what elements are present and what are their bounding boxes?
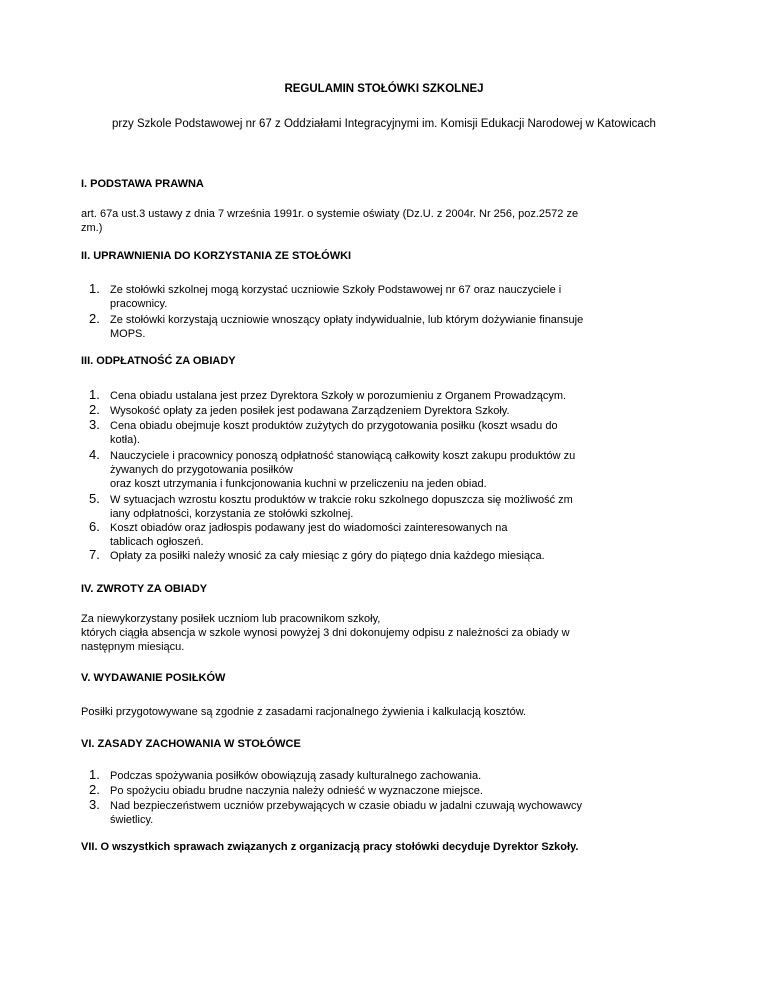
list-item <box>110 493 685 521</box>
section-3-heading: III. ODPŁATNOŚĆ ZA OBIADY <box>81 355 236 367</box>
list-item-line: Nad bezpieczeństwem uczniów przebywających w czasie obiadu w jadalni czuwają wychowawcy <box>110 800 582 812</box>
list-item-line: iany odpłatności, korzystania ze stołówki szkolnej. <box>110 508 354 520</box>
list-item-line: W sytuacjach wzrostu kosztu produktów w trakcie roku szkolnego dopuszcza się możliwość zm <box>110 494 573 506</box>
list-item-line: Nauczyciele i pracownicy ponoszą odpłatność stanowiącą całkowity koszt zakupu produktów zu <box>110 450 576 462</box>
list-item-line: MOPS. <box>110 328 146 340</box>
section-2-heading: II. UPRAWNIENIA DO KORZYSTANIA ZE STOŁÓWKI <box>81 250 352 262</box>
list-number: 6. <box>89 519 100 534</box>
list-item-line: Ze stołówki korzystają uczniowie wnoszący opłaty indywidualnie, lub którym dożywianie finansuje <box>110 314 584 326</box>
list-item <box>110 769 685 783</box>
section-5-heading: V. WYDAWANIE POSIŁKÓW <box>81 672 226 684</box>
list-item-line: Opłaty za posiłki należy wnosić za cały miesiąc z góry do piątego dnia każdego miesiąca. <box>110 550 545 562</box>
list-item <box>110 549 685 563</box>
list-item-line: Po spożyciu obiadu brudne naczynia należy odnieść w wyznaczone miejsce. <box>110 785 483 797</box>
section-1-text-line: zm.) <box>81 222 103 234</box>
list-number: 5. <box>89 491 100 506</box>
list-item-line: Cena obiadu ustalana jest przez Dyrektora Szkoły w porozumieniu z Organem Prowadzącym. <box>110 390 567 402</box>
list-item <box>110 799 685 827</box>
section-4-text <box>81 612 701 654</box>
list-number: 1. <box>89 387 100 402</box>
list-item-line: Wysokość opłaty za jeden posiłek jest podawana Zarządzeniem Dyrektora Szkoły. <box>110 405 510 417</box>
list-number: 3. <box>89 797 100 812</box>
list-item <box>110 404 685 418</box>
list-item <box>110 283 685 311</box>
list-number: 2. <box>89 311 100 326</box>
list-item-line: kotła). <box>110 434 140 446</box>
list-number: 2. <box>89 782 100 797</box>
list-item-line: Ze stołówki szkolnej mogą korzystać uczniowie Szkoły Podstawowej nr 67 oraz nauczyciele i <box>110 284 562 296</box>
section-4-heading: IV. ZWROTY ZA OBIADY <box>81 583 208 595</box>
list-item <box>110 389 685 403</box>
list-number: 7. <box>89 547 100 562</box>
list-number: 3. <box>89 417 100 432</box>
section-5-text-line: Posiłki przygotowywane są zgodnie z zasadami racjonalnego żywienia i kalkulacją kosztów. <box>81 706 527 718</box>
list-item <box>110 313 685 341</box>
section-4-text-line: których ciągła absencja w szkole wynosi powyżej 3 dni dokonujemy odpisu z należności za obiady w <box>81 627 570 639</box>
list-item-line: świetlicy. <box>110 814 154 826</box>
section-4-text-line: następnym miesiącu. <box>81 641 185 653</box>
section-7-heading: VII. O wszystkich sprawach związanych z organizacją pracy stołówki decyduje Dyrektor Szkoły. <box>81 841 579 853</box>
document-title: REGULAMIN STOŁÓWKI SZKOLNEJ <box>284 83 484 95</box>
list-item-line: Cena obiadu obejmuje koszt produktów zużytych do przygotowania posiłku (koszt wsadu do <box>110 420 558 432</box>
list-item <box>110 449 685 491</box>
list-item-line: oraz koszt utrzymania i funkcjonowania kuchni w przeliczeniu na jeden obiad. <box>110 478 487 490</box>
section-5-text <box>81 705 681 719</box>
section-1-text-line: art. 67a ust.3 ustawy z dnia 7 września 1991r. o systemie oświaty (Dz.U. z 2004r. Nr 256, poz.2572 ze <box>81 208 579 220</box>
section-1-text <box>81 207 681 235</box>
list-number: 1. <box>89 767 100 782</box>
list-item <box>110 419 685 447</box>
list-number: 4. <box>89 447 100 462</box>
list-item-line: żywanych do przygotowania posiłków <box>110 464 293 476</box>
list-number: 1. <box>89 281 100 296</box>
list-item-line: Koszt obiadów oraz jadłospis podawany jest do wiadomości zainteresowanych na <box>110 522 508 534</box>
list-item <box>110 521 685 549</box>
section-1-heading: I. PODSTAWA PRAWNA <box>81 178 204 190</box>
section-4-text-line: Za niewykorzystany posiłek uczniom lub pracownikom szkoły, <box>81 613 381 625</box>
list-item-line: tablicach ogłoszeń. <box>110 536 204 548</box>
document-subtitle: przy Szkole Podstawowej nr 67 z Oddziałami Integracyjnymi im. Komisji Edukacji Narodowej w Katowicach <box>112 118 656 130</box>
list-item <box>110 784 685 798</box>
list-item-line: Podczas spożywania posiłków obowiązują zasady kulturalnego zachowania. <box>110 770 482 782</box>
list-item-line: pracownicy. <box>110 298 168 310</box>
section-6-heading: VI. ZASADY ZACHOWANIA W STOŁÓWCE <box>81 738 301 750</box>
list-number: 2. <box>89 402 100 417</box>
